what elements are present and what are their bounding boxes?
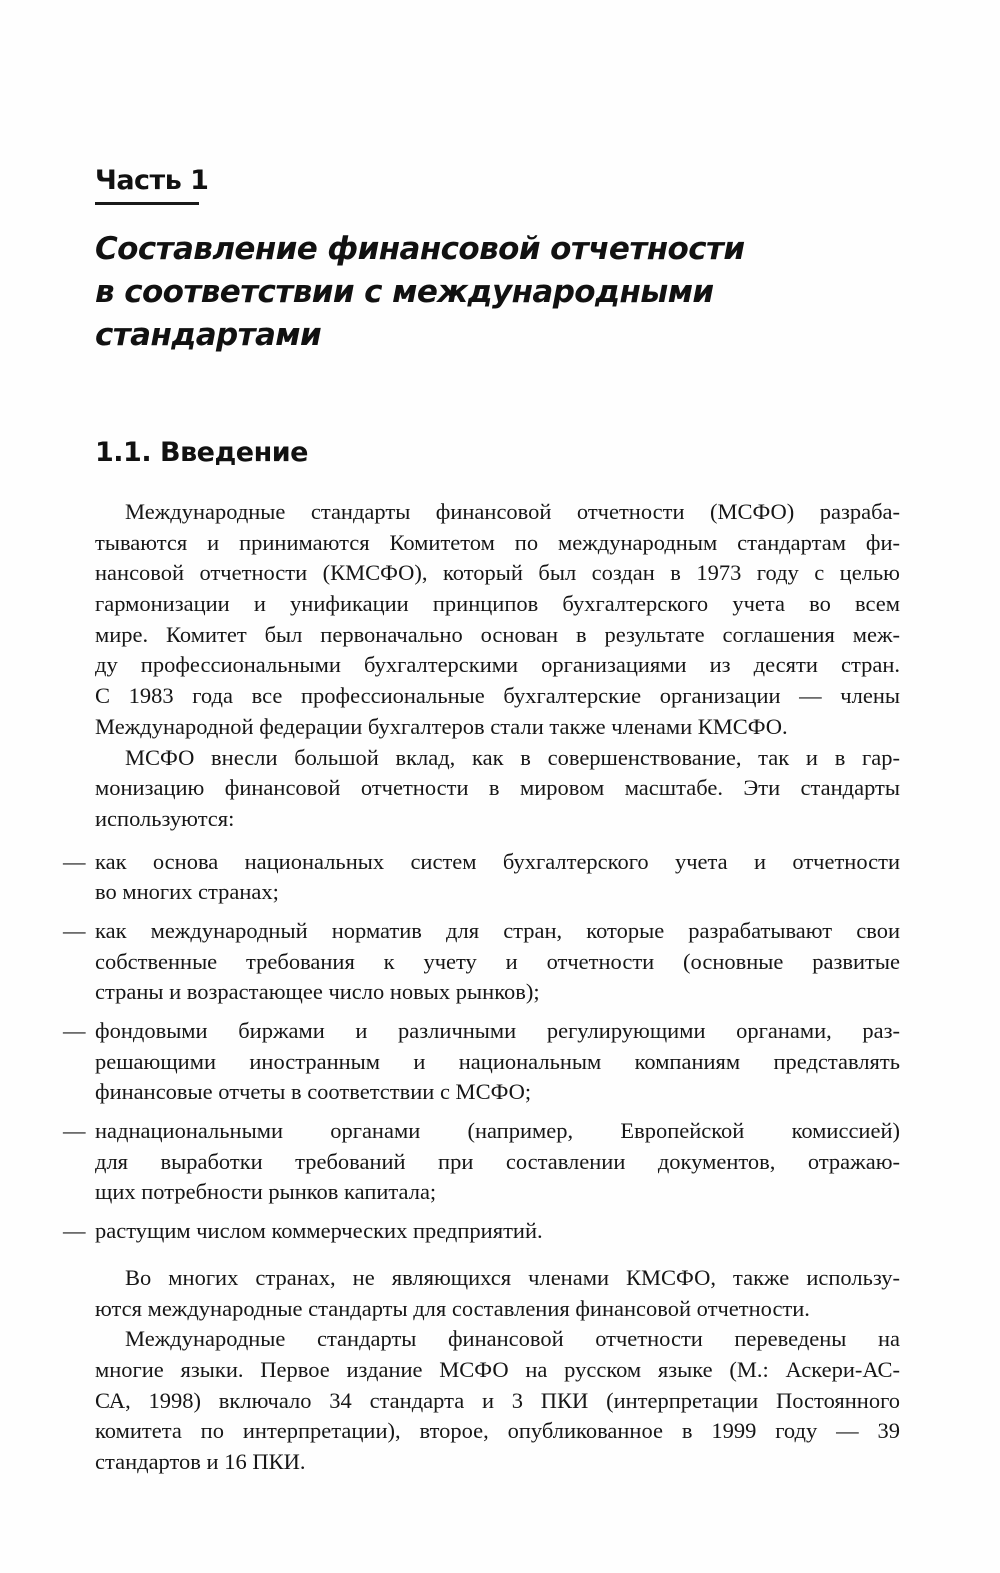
text-line: Международные стандарты финансовой отчетности переведены на	[125, 1326, 900, 1352]
text-line: собственные требования к учету и отчетности (основные развитые	[95, 948, 900, 974]
text-line: наднациональными органами (например, Европейской комиссией)	[95, 1118, 900, 1144]
section-title: 1.1. Введение	[95, 437, 308, 468]
text-line: СА, 1998) включало 34 стандарта и 3 ПКИ (интерпретации Постоянного	[95, 1387, 900, 1413]
text-line: растущим числом коммерческих предприятий.	[95, 1218, 543, 1244]
dash-bullet: —	[63, 917, 86, 943]
text-line: используются:	[95, 805, 235, 831]
text-line: гармонизации и унификации принципов бухгалтерского учета во всем	[95, 591, 900, 617]
paragraph	[95, 743, 900, 835]
chapter-title-line: стандартами	[95, 317, 322, 353]
dash-bullet: —	[63, 1018, 86, 1043]
list-item	[63, 1216, 900, 1247]
part-underline-divider	[95, 202, 199, 205]
text-line: во многих странах;	[95, 879, 279, 905]
text-line: Во многих странах, не являющихся членами КМСФО, также использу-	[125, 1264, 900, 1290]
chapter-title-line: в соответствии с международными	[95, 274, 714, 310]
list-item	[63, 847, 900, 908]
chapter-title-line: Составление финансовой отчетности	[95, 231, 745, 267]
list-item	[63, 916, 900, 1008]
text-line: финансовые отчеты в соответствии с МСФО;	[95, 1079, 532, 1105]
list-item	[63, 1116, 900, 1208]
part-label: Часть 1	[95, 165, 209, 196]
chapter-title	[95, 228, 815, 357]
text-line: Международные стандарты финансовой отчетности (МСФО) разраба-	[125, 499, 900, 524]
paragraph	[95, 1263, 900, 1324]
text-line: страны и возрастающее число новых рынков);	[95, 979, 540, 1005]
text-line: как международный норматив для стран, которые разрабатывают свои	[95, 917, 900, 943]
text-line: нансовой отчетности (КМСФО), который был создан в 1973 году с целью	[95, 560, 900, 586]
text-line: ду профессиональными бухгалтерскими организациями из десяти стран.	[95, 652, 900, 678]
text-line: фондовыми биржами и различными регулирующими органами, раз-	[95, 1018, 900, 1043]
dash-bullet: —	[63, 848, 86, 874]
bullet-list	[63, 847, 900, 1247]
text-line: С 1983 года все профессиональные бухгалтерские организации — члены	[95, 683, 900, 709]
text-line: стандартов и 16 ПКИ.	[95, 1448, 306, 1474]
text-line: ются международные стандарты для составления финансовой отчетности.	[95, 1295, 810, 1321]
text-line: тываются и принимаются Комитетом по международным стандартам фи-	[95, 529, 900, 555]
text-line: для выработки требований при составлении документов, отражаю-	[95, 1148, 900, 1174]
paragraph	[95, 1324, 900, 1477]
text-line: мире. Комитет был первоначально основан в результате соглашения меж-	[95, 621, 900, 647]
text-line: как основа национальных систем бухгалтерского учета и отчетности	[95, 848, 900, 874]
text-line: МСФО внесли большой вклад, как в совершенствование, так и в гар-	[125, 744, 900, 770]
dash-bullet: —	[63, 1218, 86, 1244]
text-line: решающими иностранным и национальным компаниям представлять	[95, 1048, 900, 1074]
text-line: монизацию финансовой отчетности в мировом масштабе. Эти стандарты	[95, 775, 900, 801]
body-text	[63, 497, 900, 1478]
text-line: Международной федерации бухгалтеров стали также членами КМСФО.	[95, 713, 788, 739]
paragraph	[95, 497, 900, 743]
text-line: щих потребности рынков капитала;	[95, 1179, 437, 1205]
text-line: комитета по интерпретации), второе, опубликованное в 1999 году — 39	[95, 1418, 900, 1444]
dash-bullet: —	[63, 1118, 86, 1144]
text-line: многие языки. Первое издание МСФО на русском языке (М.: Аскери-АС-	[95, 1356, 900, 1382]
list-item	[63, 1016, 900, 1108]
